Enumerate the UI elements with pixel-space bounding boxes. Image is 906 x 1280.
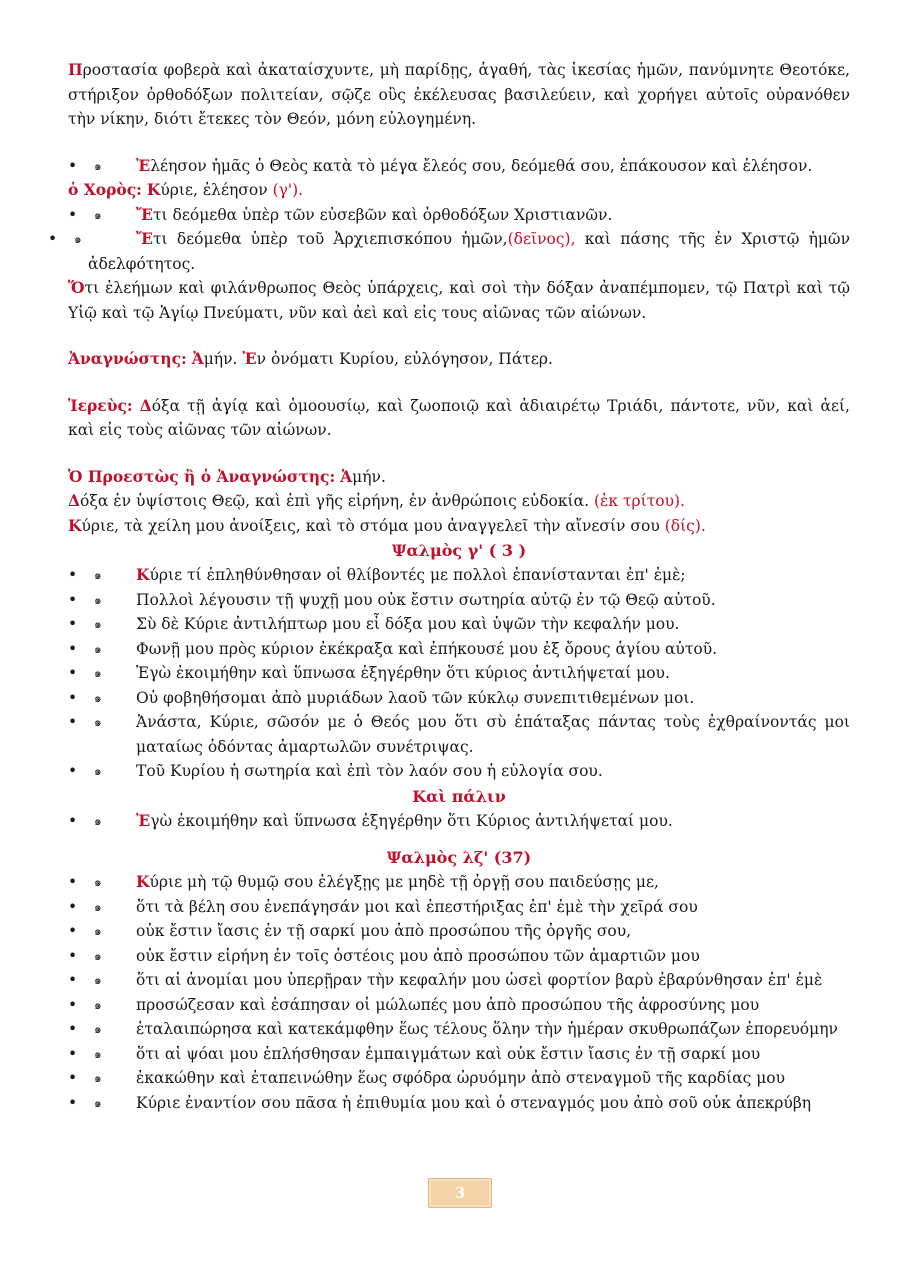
verse-text: ἐταλαιπώρησα καὶ κατεκάμφθην ἕως τέλους ὅλην τὴν ἡμέραν σκυθρωπάζων ἐπορευόμην (136, 1020, 838, 1038)
spiral-icon: ๑ (94, 997, 102, 1012)
drop-initial: Ἔ (136, 204, 153, 224)
priest-text: όξα τῇ ἁγίᾳ καὶ ὁμοουσίῳ, καὶ ζωοποιῷ καὶ ἀδιαιρέτῳ Τριάδι, πάντοτε, νῦν, καὶ ἀεί, καὶ εἰς τοὺς αἰῶνας τῶν αἰώνων. (68, 396, 850, 439)
spiral-icon: ๑ (94, 715, 102, 729)
list-item (68, 588, 850, 613)
rubric-note: (δίς). (664, 516, 706, 535)
speaker-label: Ὁ Προεστὼς ἢ ὁ Ἀναγνώστης: (68, 466, 336, 486)
rubric-note: (δεῖνος), (507, 230, 576, 248)
spiral-icon: ๑ (94, 568, 102, 582)
bullet-icon: • (68, 1093, 78, 1112)
drop-initial: Ὅ (68, 278, 85, 297)
list-item (68, 203, 850, 228)
spiral-icon: ๑ (94, 1022, 102, 1036)
bullet-icon: • (68, 156, 78, 175)
list-item (68, 612, 850, 637)
drop-initial: Κ (146, 180, 161, 199)
spiral-icon: ๑ (94, 875, 102, 889)
drop-initial: Κ (68, 515, 82, 535)
speaker-label: Ἀναγνώστης: (68, 349, 187, 368)
drop-initial: Ἔ (136, 229, 153, 248)
drop-initial: Π (68, 60, 83, 79)
proestos-line (68, 465, 850, 490)
page-number: 3 (428, 1178, 492, 1208)
bullet-icon: • (68, 688, 78, 707)
spiral-icon: ๑ (94, 1071, 102, 1085)
bullet-icon: • (68, 713, 78, 731)
litany-text: καὶ πάσης τῆς ἐν Χριστῷ ἡμῶν ἀδελφότητος. (88, 230, 850, 273)
bullet-icon: • (68, 639, 78, 658)
bullet-icon: • (68, 1069, 78, 1087)
verse-text: Οὐ φοβηθήσομαι ἀπὸ μυριάδων λαοῦ τῶν κύκλῳ συνεπιτιθεμένων μοι. (136, 688, 695, 707)
list-item (68, 993, 850, 1018)
list-item (68, 710, 850, 759)
bullet-icon: • (68, 615, 78, 633)
spiral-icon: ๑ (94, 924, 102, 938)
list-item (68, 944, 850, 969)
drop-initial: Ἐ (136, 155, 151, 175)
doxa-line (68, 489, 850, 514)
drop-initial: Δ (139, 395, 152, 415)
choir-text: ύριε, ἐλέησον (160, 181, 268, 199)
bullet-icon: • (68, 811, 78, 830)
rubric-note: (ἐκ τρίτου). (593, 492, 686, 510)
spiral-icon: ๑ (94, 764, 102, 778)
drop-initial: Ἀ (191, 349, 204, 368)
priest-line (68, 394, 850, 443)
spiral-icon: ๑ (94, 690, 102, 705)
reader-text: ν ὀνόματι Κυρίου, εὐλόγησον, Πάτερ. (256, 350, 553, 368)
psalm-3-verses (68, 563, 850, 784)
list-item (68, 919, 850, 944)
intro-text: ροστασία φοβερὰ καὶ ἀκαταίσχυντε, μὴ παρίδῃς, ἀγαθή, τὰς ἱκεσίας ἡμῶν, πανύμνητε Θεοτόκε, στήριξον ὀρθοδόξων πολιτείαν, σῷζε οὓς ἐκέλευσας βασιλεύειν, καὶ χορήγει αὐτοῖς οὐρανόθεν τὴν νίκην, διότι ἔτεκες τὸν Θεόν, μόνη εὐλογημένη. (68, 61, 850, 128)
reader-text: μήν. (203, 350, 243, 368)
verse-text: Πολλοὶ λέγουσιν τῇ ψυχῇ μου οὐκ ἔστιν σωτηρία αὐτῷ ἐν τῷ Θεῷ αὐτοῦ. (136, 590, 716, 609)
drop-initial: Δ (68, 491, 81, 510)
speaker-label: Ἱερεὺς: (68, 395, 133, 415)
verse-text: Σὺ δὲ Κύριε ἀντιλήπτωρ μου εἶ δόξα μου καὶ ὑψῶν τὴν κεφαλήν μου. (136, 615, 680, 633)
bullet-icon: • (68, 995, 78, 1014)
bullet-icon: • (68, 946, 78, 965)
verse-text: Τοῦ Κυρίου ἡ σωτηρία καὶ ἐπὶ τὸν λαόν σου ἡ εὐλογία σου. (136, 762, 603, 780)
list-item (68, 968, 850, 993)
bullet-icon: • (48, 230, 58, 248)
ekphonesis-text: τι ἐλεήμων καὶ φιλάνθρωπος Θεὸς ὑπάρχεις, καὶ σοὶ τὴν δόξαν ἀναπέμπομεν, τῷ Πατρὶ καὶ τῷ Υἱῷ καὶ τῷ Ἁγίῳ Πνεύματι, νῦν καὶ ἀεὶ καὶ εἰς τους αἰῶνας τῶν αἰώνων. (68, 279, 850, 322)
bullet-icon: • (68, 664, 78, 682)
reader-line (68, 347, 850, 372)
ekphonesis (68, 276, 850, 325)
spiral-icon: ๑ (94, 813, 102, 828)
verse-text: Κύριε ἐναντίον σου πᾶσα ἡ ἐπιθυμία μου καὶ ὁ στεναγμός μου ἀπὸ σοῦ οὐκ ἀπεκρύβη (136, 1093, 812, 1112)
list-item (68, 563, 850, 588)
proestos-text: μήν. (352, 467, 386, 486)
bullet-icon: • (68, 762, 78, 780)
verse-text: ύριε μὴ τῷ θυμῷ σου ἐλέγξῃς με μηδὲ τῇ ὀργῇ σου παιδεύσῃς με, (149, 873, 659, 891)
spiral-icon: ๑ (94, 899, 102, 914)
psalm-37-verses (68, 870, 850, 1115)
spiral-icon: ๑ (94, 158, 102, 173)
rubric-note: (γ'). (272, 181, 304, 199)
kyrie-line (68, 514, 850, 539)
speaker-label: ὁ Χορὸς: (68, 180, 142, 199)
again-verse-list (68, 809, 850, 834)
verse-text: ὅτι αἱ ἀνομίαι μου ὑπερῇραν τὴν κεφαλήν μου ὡσεὶ φορτίον βαρὺ ἐβαρύνθησαν ἐπ' ἐμὲ (136, 971, 823, 989)
bullet-icon: • (68, 566, 78, 584)
drop-initial: Ἐ (136, 810, 151, 830)
litany-text: τι δεόμεθα ὑπὲρ τῶν εὐσεβῶν καὶ ὀρθοδόξων Χριστιανῶν. (152, 205, 613, 224)
list-item (68, 895, 850, 920)
litany-text: τι δεόμεθα ὑπὲρ τοῦ Ἀρχιεπισκόπου ἡμῶν, (152, 230, 508, 248)
list-item (68, 870, 850, 895)
bullet-icon: • (68, 922, 78, 940)
spiral-icon: ๑ (94, 1095, 102, 1110)
list-item (68, 809, 850, 834)
spiral-icon: ๑ (94, 973, 102, 987)
spiral-icon: ๑ (94, 207, 102, 222)
verse-text: προσώζεσαν καὶ ἐσάπησαν οἱ μώλωπές μου ἀπὸ προσώπου τῆς ἀφροσύνης μου (136, 995, 760, 1014)
psalm-37-title: Ψαλμὸς λζ' (37) (386, 848, 532, 867)
bullet-icon: • (68, 1020, 78, 1038)
spiral-icon: ๑ (94, 948, 102, 963)
list-item (68, 1017, 850, 1042)
bullet-icon: • (68, 873, 78, 891)
drop-initial: Κ (136, 565, 150, 584)
verse-text: γὼ ἐκοιμήθην καὶ ὕπνωσα ἐξηγέρθην ὅτι Κύριος ἀντιλήψεταί μου. (150, 811, 673, 830)
verse-text: οὐκ ἔστιν ἴασις ἐν τῇ σαρκί μου ἀπὸ προσώπου τῆς ὀργῆς σου, (136, 922, 632, 940)
again-title: Καὶ πάλιν (412, 786, 506, 806)
list-item (68, 661, 850, 686)
list-item (68, 637, 850, 662)
verse-text: Ἀνάστα, Κύριε, σῶσόν με ὁ Θεός μου ὅτι σὺ ἐπάταξας πάντας τοὺς ἐχθραίνοντάς μοι ματαίως ὀδόντας ἁμαρτωλῶν συνέτριψας. (136, 713, 850, 756)
spiral-icon: ๑ (94, 592, 102, 607)
spiral-icon: ๑ (94, 641, 102, 656)
verse-text: ἐκακώθην καὶ ἐταπεινώθην ἕως σφόδρα ὠρυόμην ἀπὸ στεναγμοῦ τῆς καρδίας μου (136, 1069, 786, 1087)
spiral-icon: ๑ (94, 617, 102, 631)
verse-text: Φωνῇ μου πρὸς κύριον ἐκέκραξα καὶ ἐπήκουσέ μου ἐξ ὄρους ἁγίου αὐτοῦ. (136, 639, 718, 658)
spiral-icon: ๑ (74, 232, 82, 246)
spiral-icon: ๑ (94, 666, 102, 680)
list-item (68, 154, 850, 179)
litany-list-2 (48, 203, 850, 277)
bullet-icon: • (68, 205, 78, 224)
list-item (68, 1042, 850, 1067)
verse-text: οὐκ ἔστιν εἰρήνη ἐν τοῖς ὀστέοις μου ἀπὸ προσώπου τῶν ἁμαρτιῶν μου (136, 946, 700, 965)
list-item (68, 1091, 850, 1116)
choir-line (68, 178, 850, 203)
bullet-icon: • (68, 897, 78, 916)
drop-initial: Ἐ (242, 349, 257, 368)
drop-initial: Κ (136, 872, 150, 891)
bullet-icon: • (68, 1044, 78, 1063)
bullet-icon: • (68, 971, 78, 989)
verse-text: Ἐγὼ ἐκοιμήθην καὶ ὕπνωσα ἐξηγέρθην ὅτι κύριος ἀντιλήψεταί μου. (136, 664, 670, 682)
list-item (68, 686, 850, 711)
list-item (68, 759, 850, 784)
intro-paragraph (68, 58, 850, 132)
kyrie-text: ύριε, τὰ χείλη μου ἀνοίξεις, καὶ τὸ στόμα μου ἀναγγελεῖ τὴν αἴνεσίν σου (81, 516, 660, 535)
list-item (48, 227, 850, 276)
verse-text: ὅτι τὰ βέλη σου ἐνεπάγησάν μοι καὶ ἐπεστήριξας ἐπ' ἐμὲ τὴν χεῖρά σου (136, 897, 698, 916)
doxa-text: όξα ἐν ὑψίστοις Θεῷ, καὶ ἐπὶ γῆς εἰρήνη, ἐν ἀνθρώποις εὐδοκία. (80, 492, 590, 510)
spiral-icon: ๑ (94, 1046, 102, 1061)
bullet-icon: • (68, 590, 78, 609)
litany-text: λέησον ἡμᾶς ὁ Θεὸς κατὰ τὸ μέγα ἔλεός σου, δεόμεθά σου, ἐπάκουσον καὶ ἐλέησον. (150, 156, 813, 175)
page-content (48, 58, 850, 1115)
verse-text: ύριε τί ἐπληθύνθησαν οἱ θλίβοντές με πολλοὶ ἐπανίστανται ἐπ' ἐμὲ; (149, 566, 686, 584)
list-item (68, 1066, 850, 1091)
litany-list (68, 154, 850, 179)
verse-text: ὅτι αἱ ψόαι μου ἐπλήσθησαν ἐμπαιγμάτων καὶ οὐκ ἔστιν ἴασις ἐν τῇ σαρκί μου (136, 1044, 761, 1063)
drop-initial: Ἀ (340, 466, 353, 486)
psalm-3-title: Ψαλμὸς γ' ( 3 ) (391, 541, 527, 560)
